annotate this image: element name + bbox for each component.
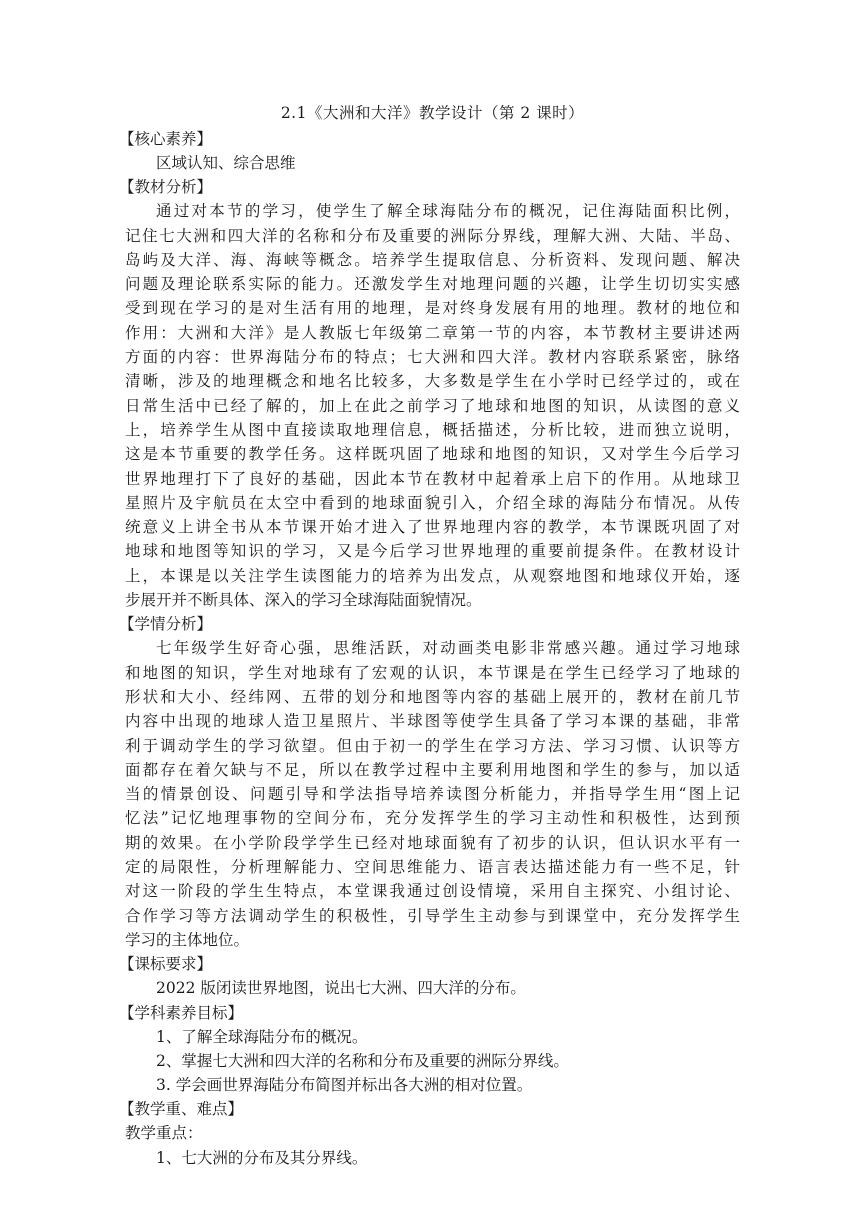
key-points-subheading: 教学重点：: [125, 1124, 203, 1143]
heading-student-analysis: 【学情分析】: [119, 615, 213, 634]
textbook-analysis-paragraph: [125, 199, 740, 612]
paragraph-line: 学习的主体地位。: [125, 930, 250, 949]
paragraph-line: 形状和大小、经纬网、五带的划分和地图等内容的基础上展开的，教材在前几节: [125, 687, 740, 706]
paragraph-line: 统意义上讲全书从本节课开始才进入了世界地理内容的教学，本节课既巩固了对: [125, 518, 740, 537]
curriculum-standard-text: 2022 版闭读世界地图，说出七大洲、四大洋的分布。: [156, 979, 526, 998]
key-point-item: 1、七大洲的分布及其分界线。: [156, 1148, 368, 1167]
paragraph-line: 步展开并不断具体、深入的学习全球海陆面貌情况。: [125, 591, 482, 610]
paragraph-line: 利于调动学生的学习欲望。但由于初一的学生在学习方法、学习习惯、认识等方: [125, 736, 740, 755]
heading-literacy-goals: 【学科素养目标】: [119, 1003, 244, 1022]
goal-item: 2、掌握七大洲和四大洋的名称和分布及重要的洲际分界线。: [156, 1051, 569, 1070]
paragraph-line: 七年级学生好奇心强，思维活跃，对动画类电影非常感兴趣。通过学习地球: [156, 639, 740, 658]
paragraph-line: 通过对本节的学习，使学生了解全球海陆分布的概况，记住海陆面积比例，: [156, 202, 740, 221]
page-title: 2.1《大洲和大洋》教学设计（第 2 课时）: [280, 104, 585, 122]
paragraph-line: 世界地理打下了良好的基础，因此本节在教材中起着承上启下的作用。从地球卫: [125, 469, 740, 488]
paragraph-line: 问题及理论联系实际的能力。还激发学生对地理问题的兴趣，让学生切切实实感: [125, 275, 740, 294]
paragraph-line: 清晰，涉及的地理概念和地名比较多，大多数是学生在小学时已经学过的，或在: [125, 372, 740, 391]
document-body: [119, 100, 740, 1170]
paragraph-line: 合作学习等方法调动学生的积极性，引导学生主动参与到课堂中，充分发挥学生: [125, 906, 740, 925]
paragraph-line: 方面的内容：世界海陆分布的特点；七大洲和四大洋。教材内容联系紧密，脉络: [125, 348, 740, 367]
paragraph-line: 这是本节重要的教学任务。这样既巩固了地球和地图的知识，又对学生今后学习: [125, 445, 740, 464]
paragraph-line: 和地图的知识，学生对地球有了宏观的认识，本节课是在学生已经学习了地球的: [125, 663, 740, 682]
heading-curriculum-standard: 【课标要求】: [119, 955, 213, 974]
heading-core-literacy: 【核心素养】: [119, 130, 213, 148]
goal-item: 1、了解全球海陆分布的概况。: [156, 1027, 368, 1046]
paragraph-line: 当的情景创设、问题引导和学法指导培养读图分析能力，并指导学生用“图上记: [125, 785, 740, 804]
paragraph-line: 受到现在学习的是对生活有用的地理，是对终身发展有用的地理。教材的地位和: [125, 299, 740, 318]
paragraph-line: 记住七大洲和四大洋的名称和分布及重要的洲际分界线，理解大洲、大陆、半岛、: [125, 226, 740, 245]
paragraph-line: 上，本课是以关注学生读图能力的培养为出发点，从观察地图和地球仪开始，逐: [125, 566, 740, 585]
paragraph-line: 面都存在着欠缺与不足，所以在教学过程中主要利用地图和学生的参与，加以适: [125, 760, 740, 779]
paragraph-line: 忆法”记忆地理事物的空间分布，充分发挥学生的学习主动性和积极性，达到预: [125, 809, 740, 828]
paragraph-line: 上，培养学生从图中直接读取地理信息，概括描述，分析比较，进而独立说明，: [125, 420, 740, 439]
paragraph-line: 星照片及宇航员在太空中看到的地球面貌引入，介绍全球的海陆分布情况。从传: [125, 493, 740, 512]
paragraph-line: 内容中出现的地球人造卫星照片、半球图等使学生具备了学习本课的基础，非常: [125, 712, 740, 731]
paragraph-line: 岛屿及大洋、海、海峡等概念。培养学生提取信息、分析资料、发现问题、解决: [125, 250, 740, 269]
paragraph-line: 地球和地图等知识的学习，又是今后学习世界地理的重要前提条件。在教材设计: [125, 542, 740, 561]
student-analysis-paragraph: [125, 636, 740, 952]
paragraph-line: 期的效果。在小学阶段学学生已经对地球面貌有了初步的认识，但认识水平有一: [125, 833, 740, 852]
paragraph-line: 作用：大洲和大洋》是人教版七年级第二章第一节的内容，本节教材主要讲述两: [125, 323, 740, 342]
goal-item: 3. 学会画世界海陆分布简图并标出各大洲的相对位置。: [156, 1076, 533, 1095]
core-literacy-text: 区域认知、综合思维: [156, 154, 296, 172]
heading-key-points: 【教学重、难点】: [119, 1100, 244, 1119]
paragraph-line: 定的局限性，分析理解能力、空间思维能力、语言表达描述能力有一些不足，针: [125, 858, 740, 877]
heading-textbook-analysis: 【教材分析】: [119, 178, 213, 197]
paragraph-line: 对这一阶段的学生生特点，本堂课我通过创设情境，采用自主探究、小组讨论、: [125, 882, 740, 901]
paragraph-line: 日常生活中已经了解的，加上在此之前学习了地球和地图的知识，从读图的意义: [125, 396, 740, 415]
